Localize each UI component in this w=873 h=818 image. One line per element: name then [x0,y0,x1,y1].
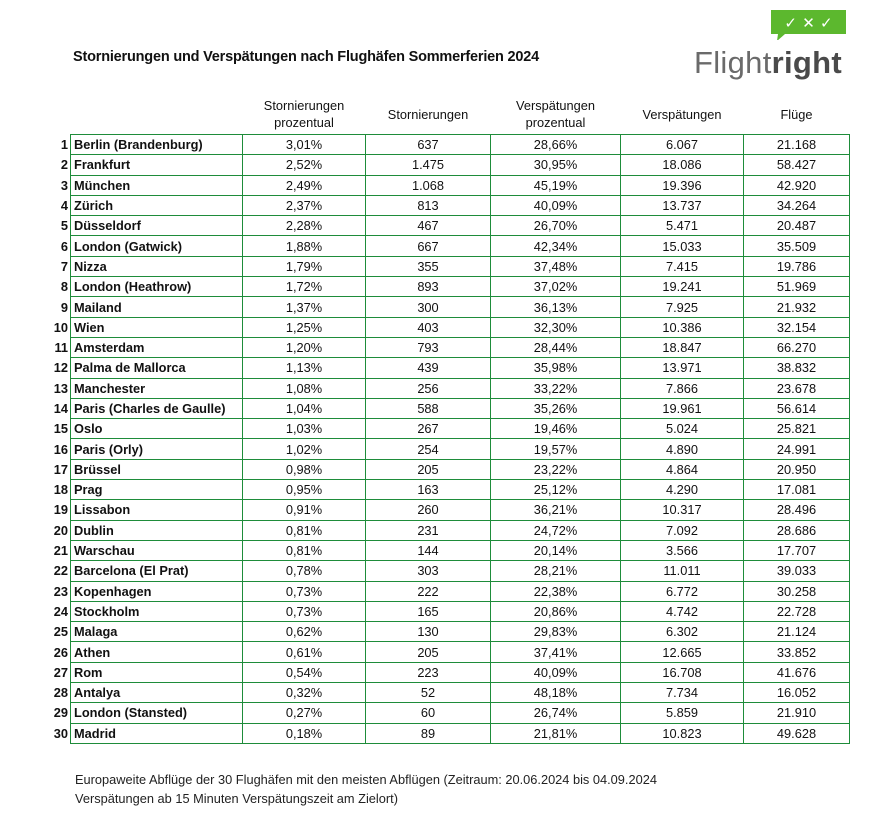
cell-cancellation-percent: 2,52% [243,155,366,175]
cell-rank: 15 [53,421,68,437]
cell-cancellations: 1.475 [366,155,491,175]
cell-cancellations: 793 [366,337,491,357]
table-row [52,439,850,459]
table-row [52,155,850,175]
cell-airport: Wien [71,317,243,337]
cell-cancellations: 1.068 [366,175,491,195]
cell-delay-percent: 28,44% [491,337,621,357]
cell-delay-percent: 36,13% [491,297,621,317]
cell-delays: 15.033 [621,236,744,256]
cell-cancellation-percent: 0,81% [243,540,366,560]
cell-cancellations: 163 [366,480,491,500]
cell-delays: 16.708 [621,662,744,682]
cell-airport: Nizza [71,256,243,276]
cell-cancellation-percent: 0,81% [243,520,366,540]
table-row [52,337,850,357]
cell-delay-percent: 40,09% [491,662,621,682]
header-cancellation-percent: Stornierungen prozentual [263,98,345,130]
cell-airport: Paris (Orly) [71,439,243,459]
cell-rank: 2 [60,157,68,173]
table-row [52,459,850,479]
cell-airport: Düsseldorf [71,216,243,236]
cell-flights: 16.052 [744,683,850,703]
cell-delays: 6.302 [621,622,744,642]
cell-flights: 41.676 [744,662,850,682]
cell-airport: Paris (Charles de Gaulle) [71,398,243,418]
cell-delays: 6.772 [621,581,744,601]
table-body [52,135,850,744]
cell-rank: 3 [60,177,68,193]
header-delays: Verspätungen [642,106,722,122]
footnote-line-2: Verspätungen ab 15 Minuten Verspätungszeit am Zielort) [75,791,398,806]
cell-cancellation-percent: 1,88% [243,236,366,256]
cell-cancellation-percent: 1,03% [243,419,366,439]
table-row [52,622,850,642]
cell-cancellations: 403 [366,317,491,337]
cell-delay-percent: 25,12% [491,480,621,500]
flightright-logo [694,10,854,90]
cell-airport: Stockholm [71,601,243,621]
cell-delay-percent: 20,14% [491,540,621,560]
cell-cancellations: 267 [366,419,491,439]
cell-flights: 39.033 [744,561,850,581]
cell-delays: 19.396 [621,175,744,195]
cell-flights: 66.270 [744,337,850,357]
cell-airport: London (Gatwick) [71,236,243,256]
cell-airport: Mailand [71,297,243,317]
cell-airport: Warschau [71,540,243,560]
cell-flights: 38.832 [744,358,850,378]
cell-delay-percent: 33,22% [491,378,621,398]
table-row [52,480,850,500]
cell-delays: 13.737 [621,195,744,215]
cell-flights: 58.427 [744,155,850,175]
footnote-line-1: Europaweite Abflüge der 30 Flughäfen mit den meisten Abflügen (Zeitraum: 20.06.2024 bis 04.09.2024 [75,772,657,787]
cell-delays: 12.665 [621,642,744,662]
cell-cancellation-percent: 1,04% [243,398,366,418]
cell-cancellations: 165 [366,601,491,621]
cell-cancellations: 813 [366,195,491,215]
cell-delay-percent: 19,46% [491,419,621,439]
cell-delay-percent: 35,26% [491,398,621,418]
table-row [52,358,850,378]
cell-airport: Malaga [71,622,243,642]
cell-rank: 6 [60,238,68,254]
cell-flights: 17.081 [744,480,850,500]
cell-delays: 10.386 [621,317,744,337]
cell-airport: Manchester [71,378,243,398]
cell-airport: Prag [71,480,243,500]
cell-delay-percent: 40,09% [491,195,621,215]
cell-delay-percent: 37,02% [491,277,621,297]
cell-cancellations: 667 [366,236,491,256]
cell-cancellations: 303 [366,561,491,581]
cell-cancellation-percent: 1,02% [243,439,366,459]
cell-airport: London (Stansted) [71,703,243,723]
cell-delays: 13.971 [621,358,744,378]
cell-delay-percent: 26,74% [491,703,621,723]
cell-airport: London (Heathrow) [71,277,243,297]
cell-delays: 4.890 [621,439,744,459]
cell-delay-percent: 28,66% [491,135,621,155]
cell-airport: Brüssel [71,459,243,479]
cell-rank: 26 [53,644,68,660]
cell-delay-percent: 24,72% [491,520,621,540]
cell-cancellation-percent: 1,79% [243,256,366,276]
cell-flights: 34.264 [744,195,850,215]
table-row [52,723,850,743]
cell-delay-percent: 29,83% [491,622,621,642]
cell-cancellations: 89 [366,723,491,743]
cell-rank: 5 [60,218,68,234]
cell-flights: 22.728 [744,601,850,621]
cell-delays: 4.290 [621,480,744,500]
cell-rank: 12 [53,360,68,376]
cell-cancellation-percent: 1,13% [243,358,366,378]
cell-delays: 6.067 [621,135,744,155]
cell-delays: 7.415 [621,256,744,276]
cell-cancellation-percent: 0,78% [243,561,366,581]
cell-rank: 24 [53,603,68,619]
table-row [52,317,850,337]
cell-cancellations: 300 [366,297,491,317]
cell-cancellations: 439 [366,358,491,378]
cell-delay-percent: 23,22% [491,459,621,479]
cell-cancellations: 231 [366,520,491,540]
cell-airport: Dublin [71,520,243,540]
table-row [52,601,850,621]
cell-rank: 7 [60,258,68,274]
cell-airport: Palma de Mallorca [71,358,243,378]
cell-flights: 28.686 [744,520,850,540]
table-row [52,662,850,682]
cell-rank: 11 [54,340,68,356]
cell-cancellations: 588 [366,398,491,418]
cell-flights: 28.496 [744,500,850,520]
cell-flights: 35.509 [744,236,850,256]
cell-delays: 4.864 [621,459,744,479]
cell-rank: 25 [53,624,68,640]
table-row [52,297,850,317]
cell-flights: 25.821 [744,419,850,439]
cell-flights: 23.678 [744,378,850,398]
cell-cancellation-percent: 1,72% [243,277,366,297]
cell-rank: 23 [53,583,68,599]
cell-rank: 22 [53,563,68,579]
cell-flights: 17.707 [744,540,850,560]
cell-cancellation-percent: 2,49% [243,175,366,195]
cell-cancellation-percent: 0,27% [243,703,366,723]
header-delay-percent: Verspätungen prozentual [516,98,595,130]
cell-delays: 4.742 [621,601,744,621]
cell-flights: 19.786 [744,256,850,276]
cell-delays: 5.024 [621,419,744,439]
cell-delay-percent: 20,86% [491,601,621,621]
cell-delays: 19.241 [621,277,744,297]
cell-rank: 8 [60,279,68,295]
cell-cancellations: 467 [366,216,491,236]
cell-cancellations: 223 [366,662,491,682]
cell-rank: 18 [53,482,68,498]
header-cancellations: Stornierungen [387,106,469,122]
table-row [52,642,850,662]
cell-airport: Lissabon [71,500,243,520]
cell-delay-percent: 21,81% [491,723,621,743]
footnote [75,770,657,808]
cell-flights: 24.991 [744,439,850,459]
cell-flights: 33.852 [744,642,850,662]
table-row [52,419,850,439]
cell-rank: 27 [53,664,68,680]
cell-airport: Madrid [71,723,243,743]
cell-cancellation-percent: 0,95% [243,480,366,500]
cell-cancellations: 205 [366,642,491,662]
cell-delays: 5.471 [621,216,744,236]
cell-delays: 7.092 [621,520,744,540]
cell-flights: 30.258 [744,581,850,601]
cell-airport: Frankfurt [71,155,243,175]
table-row [52,683,850,703]
cell-cancellation-percent: 0,91% [243,500,366,520]
logo-text-light: Flight [694,45,772,80]
cell-delay-percent: 42,34% [491,236,621,256]
cell-cancellations: 260 [366,500,491,520]
cell-rank: 29 [53,705,68,721]
cell-rank: 28 [53,685,68,701]
logo-text [694,47,842,78]
cell-cancellation-percent: 0,98% [243,459,366,479]
cell-cancellation-percent: 2,28% [243,216,366,236]
cell-rank: 20 [53,522,68,538]
cell-delay-percent: 28,21% [491,561,621,581]
cell-cancellation-percent: 0,73% [243,601,366,621]
cell-delays: 5.859 [621,703,744,723]
cell-cancellations: 355 [366,256,491,276]
cell-delay-percent: 35,98% [491,358,621,378]
cell-airport: Amsterdam [71,337,243,357]
cell-delays: 7.734 [621,683,744,703]
table-row [52,581,850,601]
table-row [52,378,850,398]
cell-cancellation-percent: 1,37% [243,297,366,317]
cell-delay-percent: 37,48% [491,256,621,276]
cell-cancellations: 130 [366,622,491,642]
cell-rank: 13 [53,380,68,396]
cell-delay-percent: 45,19% [491,175,621,195]
cell-flights: 21.124 [744,622,850,642]
cell-cancellations: 222 [366,581,491,601]
cell-rank: 30 [53,725,68,741]
cell-delay-percent: 32,30% [491,317,621,337]
cell-flights: 49.628 [744,723,850,743]
logo-badge-icon [771,10,846,40]
cell-cancellation-percent: 2,37% [243,195,366,215]
cell-cancellation-percent: 1,25% [243,317,366,337]
cell-cancellation-percent: 0,18% [243,723,366,743]
cell-cancellation-percent: 0,54% [243,662,366,682]
cell-delay-percent: 37,41% [491,642,621,662]
cell-delays: 3.566 [621,540,744,560]
cell-rank: 19 [53,502,68,518]
cell-cancellations: 144 [366,540,491,560]
cell-cancellation-percent: 0,32% [243,683,366,703]
cell-delays: 11.011 [621,561,744,581]
cell-flights: 32.154 [744,317,850,337]
cell-delay-percent: 36,21% [491,500,621,520]
airport-table [52,94,850,744]
header-city [71,94,243,135]
table-row [52,236,850,256]
cell-delays: 18.086 [621,155,744,175]
cell-rank: 14 [53,401,68,416]
cell-cancellations: 60 [366,703,491,723]
cell-rank: 21 [53,543,68,559]
table-row [52,256,850,276]
cell-flights: 21.168 [744,135,850,155]
table-row [52,277,850,297]
logo-text-bold: right [771,45,842,80]
table-row [52,520,850,540]
cell-flights: 42.920 [744,175,850,195]
cell-rank: 1 [60,137,68,153]
cell-delays: 7.925 [621,297,744,317]
cell-delay-percent: 22,38% [491,581,621,601]
cell-airport: Barcelona (El Prat) [71,561,243,581]
cell-flights: 51.969 [744,277,850,297]
table-row [52,500,850,520]
cell-cancellations: 254 [366,439,491,459]
cell-airport: Antalya [71,683,243,703]
cell-airport: Berlin (Brandenburg) [71,135,243,155]
table-row [52,703,850,723]
cell-cancellation-percent: 1,20% [243,337,366,357]
cell-cancellations: 893 [366,277,491,297]
cell-flights: 56.614 [744,398,850,418]
cell-cancellations: 52 [366,683,491,703]
cell-delays: 19.961 [621,398,744,418]
cell-cancellation-percent: 0,61% [243,642,366,662]
cell-delay-percent: 30,95% [491,155,621,175]
cell-flights: 20.487 [744,216,850,236]
table-row [52,135,850,155]
cell-cancellations: 256 [366,378,491,398]
cell-flights: 21.910 [744,703,850,723]
table-row [52,540,850,560]
header-flights: Flüge [780,106,813,122]
cell-airport: München [71,175,243,195]
cell-flights: 21.932 [744,297,850,317]
table-row [52,195,850,215]
cell-cancellation-percent: 1,08% [243,378,366,398]
table-row [52,398,850,418]
page-title: Stornierungen und Verspätungen nach Flughäfen Sommerferien 2024 [73,49,539,65]
cell-rank: 16 [53,441,68,457]
cell-delays: 7.866 [621,378,744,398]
header-rank [52,94,71,135]
cell-airport: Kopenhagen [71,581,243,601]
cell-flights: 20.950 [744,459,850,479]
table-row [52,175,850,195]
cell-airport: Oslo [71,419,243,439]
table-header-row [52,94,850,135]
cell-delay-percent: 19,57% [491,439,621,459]
cell-rank: 9 [60,299,68,315]
cell-delay-percent: 48,18% [491,683,621,703]
table-row [52,216,850,236]
logo-badge-symbols: ✓ ✕ ✓ [784,14,833,32]
cell-cancellation-percent: 0,73% [243,581,366,601]
cell-delays: 18.847 [621,337,744,357]
cell-rank: 17 [53,461,68,477]
cell-rank: 10 [53,319,68,335]
cell-delay-percent: 26,70% [491,216,621,236]
cell-cancellation-percent: 3,01% [243,135,366,155]
cell-delays: 10.317 [621,500,744,520]
cell-rank: 4 [60,198,68,214]
table-row [52,561,850,581]
cell-cancellations: 637 [366,135,491,155]
cell-cancellation-percent: 0,62% [243,622,366,642]
cell-airport: Athen [71,642,243,662]
cell-delays: 10.823 [621,723,744,743]
cell-airport: Rom [71,662,243,682]
cell-airport: Zürich [71,195,243,215]
cell-cancellations: 205 [366,459,491,479]
